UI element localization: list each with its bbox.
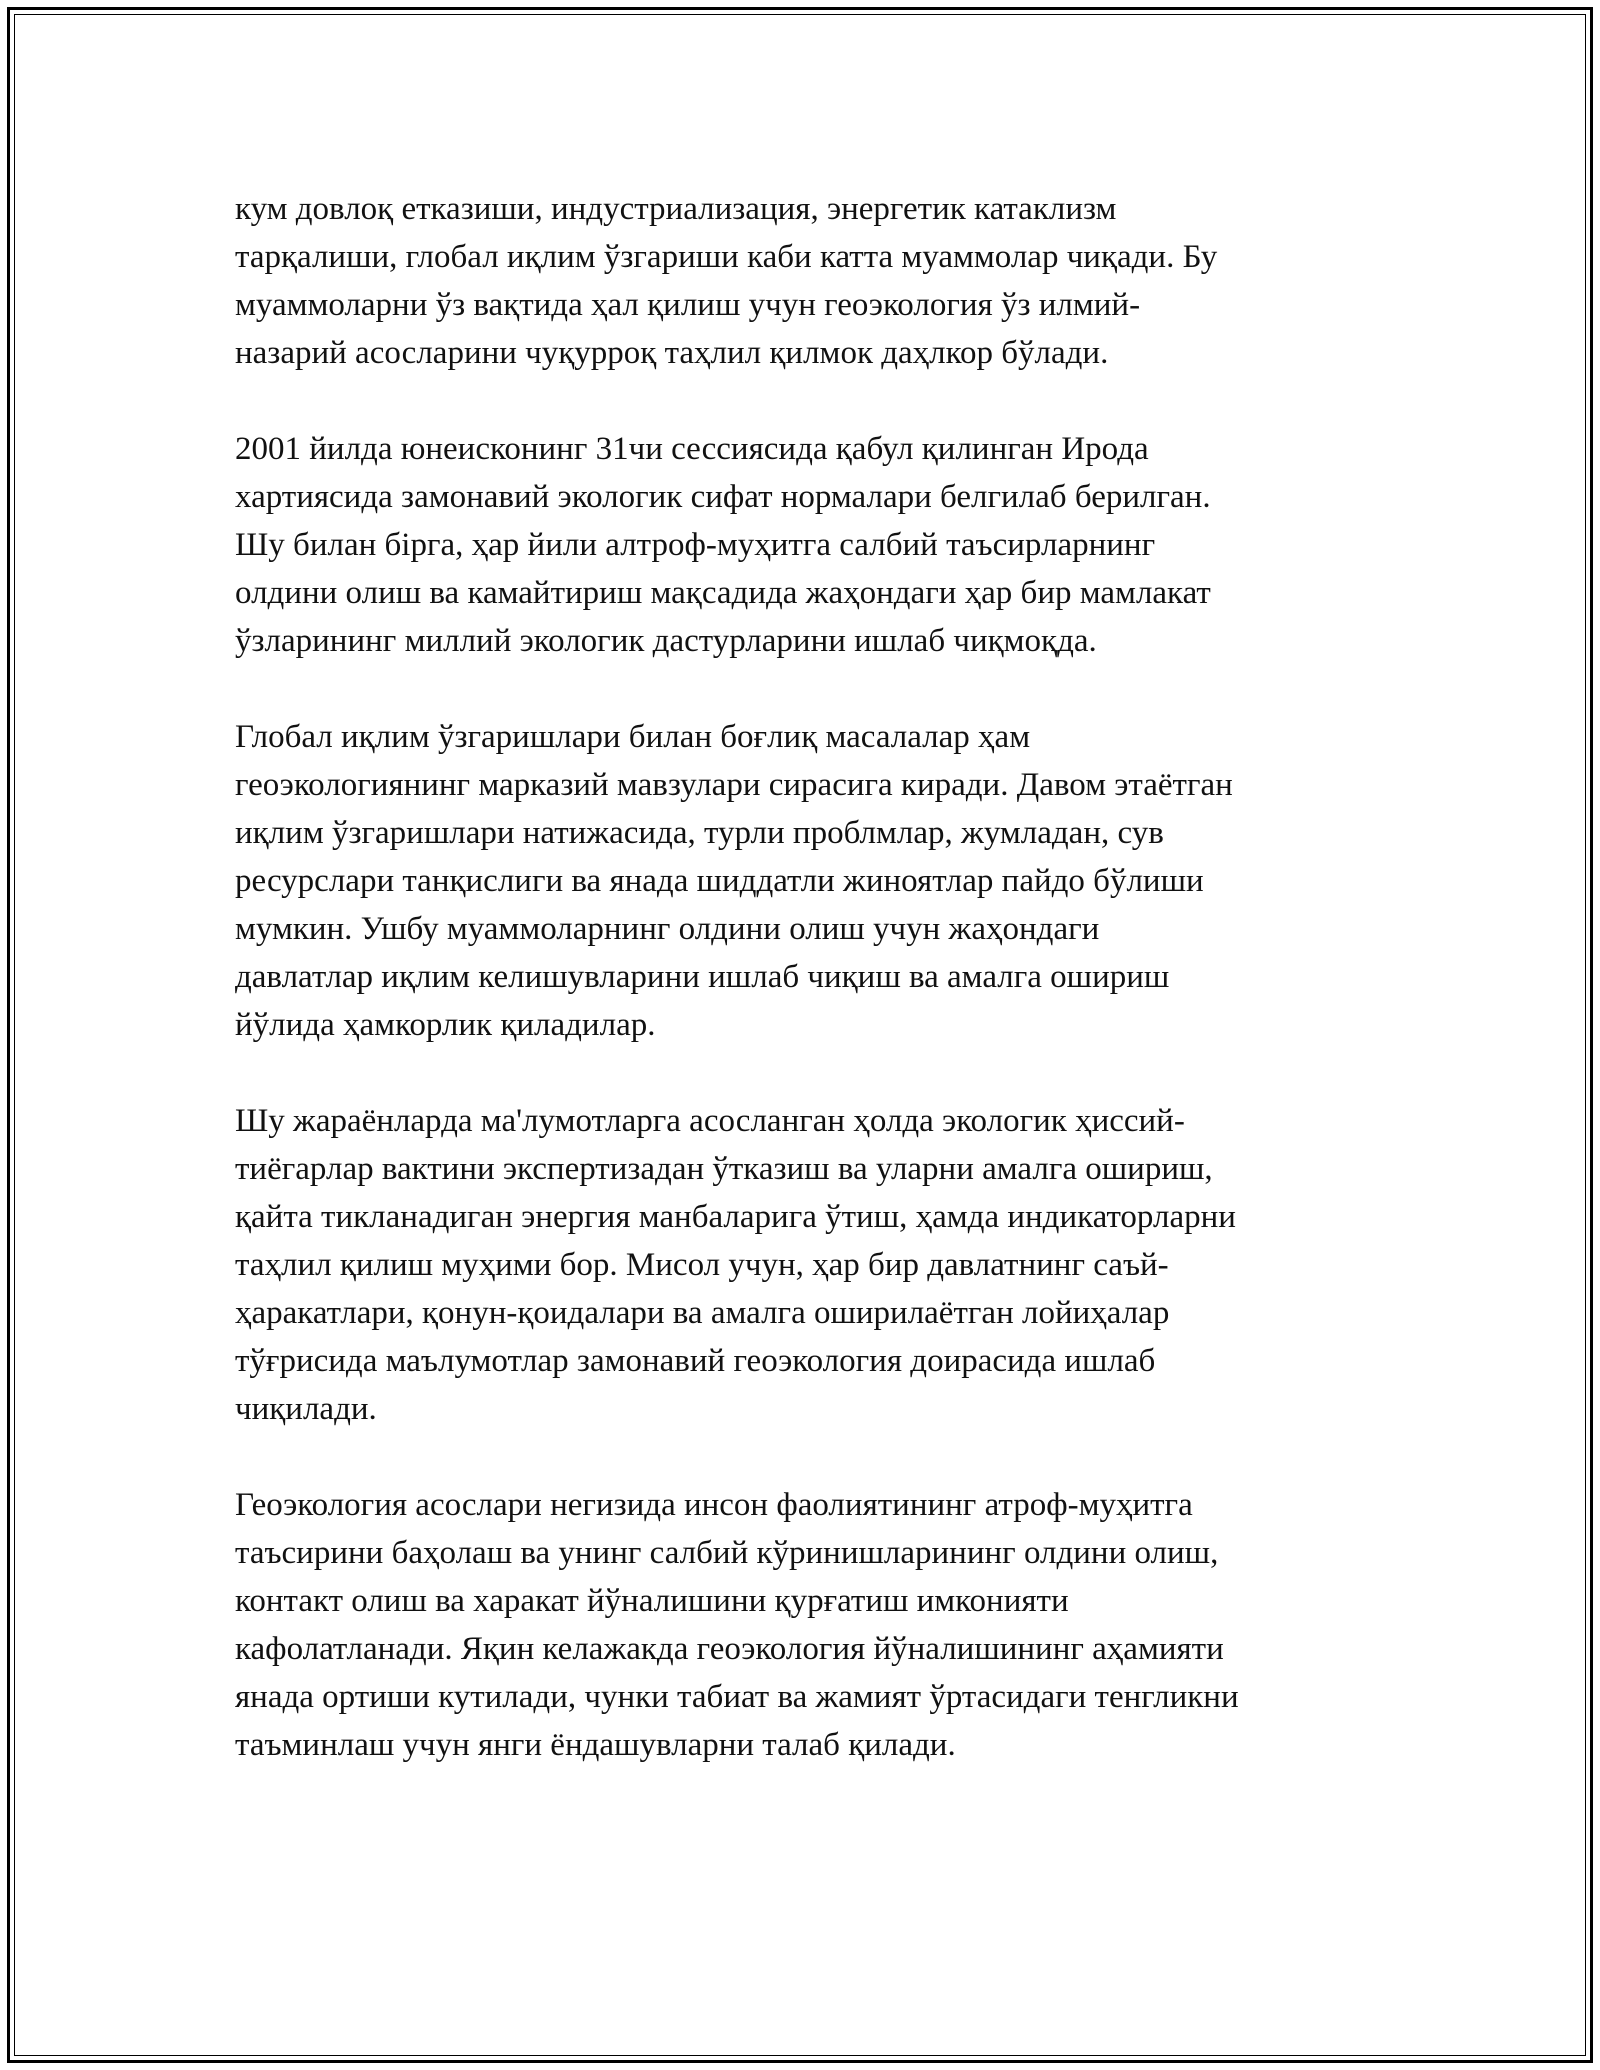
text-line: иқлим ўзгаришлари натижасида, турли проблмлар, жумладан, сув xyxy=(235,815,1164,851)
paragraph-3 xyxy=(235,713,1365,1049)
text-line: ресурслари танқислиги ва янада шиддатли жиноятлар пайдо бўлиши xyxy=(235,863,1204,899)
paragraph-2 xyxy=(235,425,1365,665)
text-line: Геоэкология асослари негизида инсон фаолиятининг атроф-муҳитга xyxy=(235,1487,1193,1523)
text-line: геоэкологиянинг марказий мавзулари сирасига киради. Давом этаётган xyxy=(235,767,1233,803)
text-line: мумкин. Ушбу муаммоларнинг олдини олиш учун жаҳондаги xyxy=(235,911,1100,947)
text-line: қайта тикланадиган энергия манбаларига ўтиш, ҳамда индикаторларни xyxy=(235,1199,1236,1235)
document-body xyxy=(235,185,1365,1769)
text-line: ўзларининг миллий экологик дастурларини ишлаб чиқмоқда. xyxy=(235,623,1097,659)
text-line: Шу жараёнларда ма'лумотларга асосланган ҳолда экологик ҳиссий- xyxy=(235,1103,1185,1139)
text-line: контакт олиш ва харакат йўналишини қурғатиш имконияти xyxy=(235,1583,1069,1619)
text-line: йўлида ҳамкорлик қиладилар. xyxy=(235,1007,656,1043)
text-line: тиёгарлар вактини экспертизадан ўтказиш ва уларни амалга ошириш, xyxy=(235,1151,1213,1187)
paragraph-4 xyxy=(235,1097,1365,1433)
text-line: Глобал иқлим ўзгаришлари билан боғлиқ масалалар ҳам xyxy=(235,719,1031,755)
text-line: янада ортиши кутилади, чунки табиат ва жамият ўртасидаги тенгликни xyxy=(235,1679,1239,1715)
text-line: таҳлил қилиш муҳими бор. Мисол учун, ҳар бир давлатнинг саъй- xyxy=(235,1247,1169,1283)
paragraph-5 xyxy=(235,1481,1365,1769)
text-line: кум довлоқ етказиши, индустриализация, энергетик катаклизм xyxy=(235,191,1117,227)
text-line: ҳаракатлари, қонун-қоидалари ва амалга оширилаётган лойиҳалар xyxy=(235,1295,1170,1331)
text-line: хартиясида замонавий экологик сифат нормалари белгилаб берилган. xyxy=(235,479,1211,515)
text-line: тўғрисида маълумотлар замонавий геоэкология доирасида ишлаб xyxy=(235,1343,1156,1379)
text-line: 2001 йилда юнеисконинг 31чи сессиясида қабул қилинган Ирода xyxy=(235,431,1149,467)
text-line: тарқалиши, глобал иқлим ўзгариши каби катта муаммолар чиқади. Бу xyxy=(235,239,1218,275)
text-line: назарий асосларини чуқурроқ таҳлил қилмок даҳлкор бўлади. xyxy=(235,335,1109,371)
text-line: давлатлар иқлим келишувларини ишлаб чиқиш ва амалга ошириш xyxy=(235,959,1170,995)
text-line: олдини олиш ва камайтириш мақсадида жаҳондаги ҳар бир мамлакат xyxy=(235,575,1211,611)
text-line: муаммоларни ўз вақтида ҳал қилиш учун геоэкология ўз илмий- xyxy=(235,287,1141,323)
text-line: Шу билан бірга, ҳар йили алтроф-муҳитга салбий таъсирларнинг xyxy=(235,527,1156,563)
text-line: таъминлаш учун янги ёндашувларни талаб қилади. xyxy=(235,1727,956,1763)
text-line: чиқилади. xyxy=(235,1391,377,1427)
text-line: таъсирини баҳолаш ва унинг салбий кўринишларининг олдини олиш, xyxy=(235,1535,1219,1571)
paragraph-1 xyxy=(235,185,1365,377)
text-line: кафолатланади. Яқин келажакда геоэкология йўналишининг аҳамияти xyxy=(235,1631,1224,1667)
